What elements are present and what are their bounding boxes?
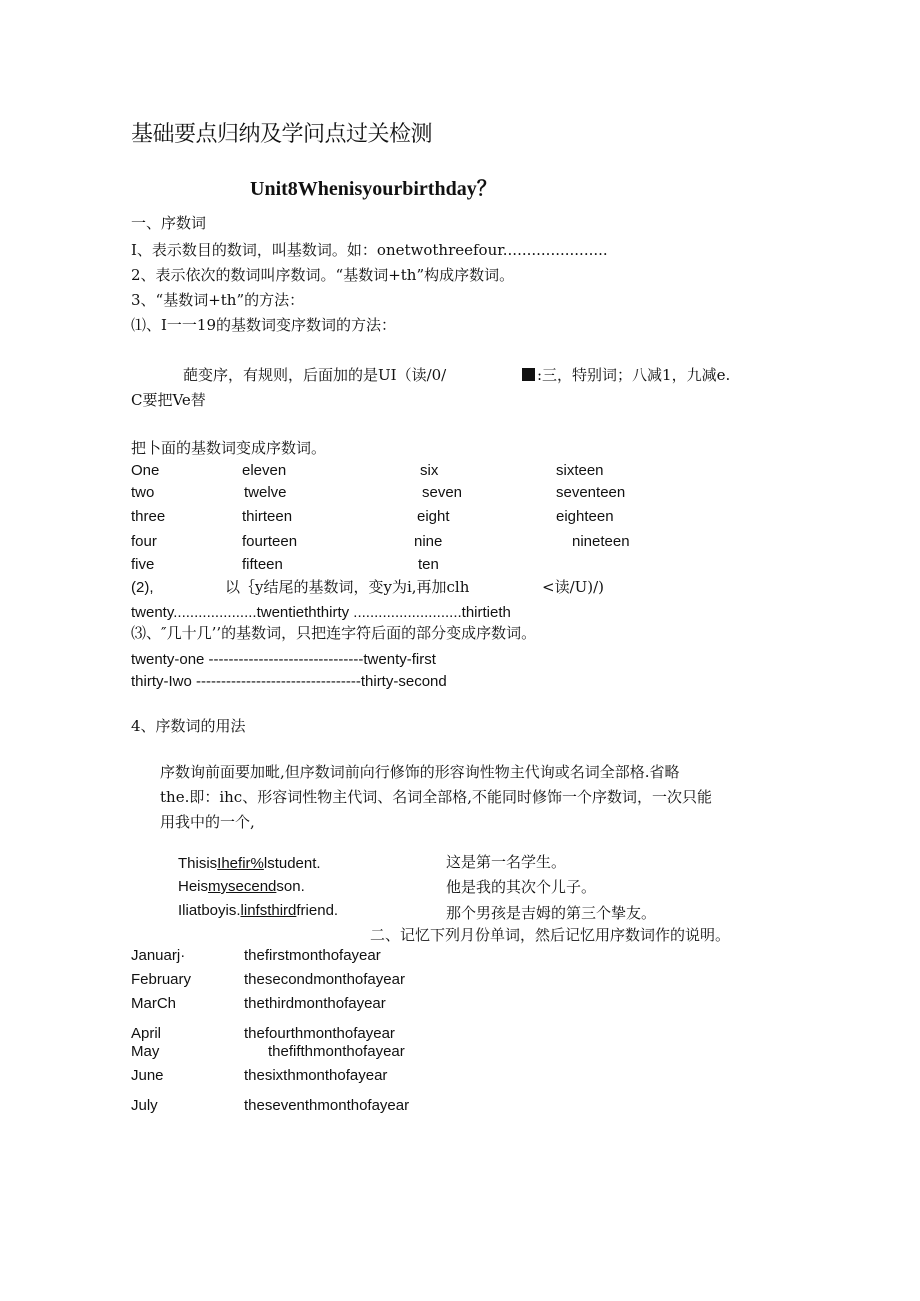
number-word: four — [131, 533, 157, 550]
rule1-heading: ⑴、I一一19的基数词变序数词的方法： — [131, 316, 397, 334]
sentence-part: friend. — [296, 902, 339, 919]
rule-rhyme-line2: C要把Ve替 — [131, 391, 206, 409]
month-description: thefourthmonthofayear — [244, 1025, 395, 1042]
rule2-tail: <读/U)/) — [542, 578, 605, 596]
rule2-label: (2), — [131, 579, 154, 596]
number-word: eleven — [242, 462, 287, 479]
number-word: sixteen — [556, 462, 604, 479]
month-name: May — [131, 1043, 160, 1060]
number-word: nineteen — [572, 533, 630, 550]
rule2-text: 以｛y结尾的基数词，变y为i,再加clh — [225, 578, 470, 596]
method-heading: 3、“基数词+th”的方法： — [131, 291, 305, 309]
number-word: seventeen — [556, 484, 626, 501]
exercise-intro: 把卜面的基数词变成序数词。 — [131, 439, 327, 457]
number-word: ten — [418, 556, 439, 573]
example-sentence-en — [178, 856, 321, 871]
usage-heading: 4、序数词的用法 — [131, 717, 246, 735]
sentence-underlined: linfsthird — [240, 902, 297, 919]
month-name: July — [131, 1097, 158, 1114]
month-description: thefifthmonthofayear — [268, 1043, 405, 1060]
page-title: 基础要点归纳及学问点过关检测 — [131, 122, 433, 147]
month-description: thethirdmonthofayear — [244, 995, 386, 1012]
month-name: MarCh — [131, 995, 177, 1012]
month-description: thesixthmonthofayear — [244, 1067, 388, 1084]
month-name: Januarj· — [131, 947, 186, 964]
rule-rhyme-right-text: :三，特别词；八减1，九减e. — [537, 366, 731, 384]
month-description: theseventhmonthofayear — [244, 1097, 410, 1114]
month-description: thefirstmonthofayear — [244, 947, 381, 964]
number-word: fifteen — [242, 556, 283, 573]
example-twenty-one: twenty-one -------------------------------twenty-first — [131, 651, 436, 668]
example-sentence-cn: 这是第一名学生。 — [446, 853, 567, 871]
number-word: thirteen — [242, 508, 293, 525]
example-sentence-cn: 那个男孩是吉姆的第三个挚友。 — [446, 904, 657, 922]
usage-para-line2: the.即：ihc、形容词性物主代词、名词全部格,不能同时修饰一个序数词，一次只能 — [160, 788, 712, 806]
month-name: February — [131, 971, 192, 988]
cardinal-definition: I、表示数目的数词，叫基数词。如：onetwothreefour...................... — [131, 241, 608, 259]
month-name: June — [131, 1067, 164, 1084]
number-word: One — [131, 462, 160, 479]
month-name: April — [131, 1025, 162, 1042]
number-word: eighteen — [556, 508, 614, 525]
example-sentence-en — [178, 879, 305, 894]
sentence-part: Heis — [178, 878, 209, 895]
example-sentence-cn: 他是我的其次个儿子。 — [446, 878, 597, 896]
example-sentence-en — [178, 903, 338, 918]
usage-para-line3: 用我中的一个, — [160, 813, 255, 831]
rule-rhyme-right — [522, 368, 730, 383]
sentence-part: lstudent. — [263, 855, 321, 872]
ordinal-definition: 2、表示依次的数词叫序数词。“基数词+th”构成序数词。 — [131, 266, 515, 284]
rule-rhyme-left: 葩变序，有规则，后面加的是UI（读/0/ — [183, 366, 447, 384]
usage-para-line1: 序数询前面要加毗,但序数词前向行修饰的形容询性物主代询或名词全部格.省略 — [160, 763, 680, 781]
section2-heading: 二、记忆下列月份单词，然后记忆用序数词作的说明。 — [370, 926, 731, 944]
sentence-part: Thisis — [178, 855, 218, 872]
sentence-part: Iliatboyis. — [178, 902, 241, 919]
number-word: seven — [422, 484, 463, 501]
number-word: nine — [414, 533, 443, 550]
number-word: twelve — [244, 484, 287, 501]
number-word: three — [131, 508, 166, 525]
twenty-thirty-line: twenty....................twentieththirty ..........................thirtieth — [131, 604, 511, 621]
number-word: two — [131, 484, 155, 501]
number-word: fourteen — [242, 533, 298, 550]
number-word: five — [131, 556, 155, 573]
black-square-icon — [522, 368, 535, 381]
number-word: eight — [417, 508, 450, 525]
month-description: thesecondmonthofayear — [244, 971, 405, 988]
sentence-part: son. — [276, 878, 305, 895]
sentence-underlined: Ihefir% — [217, 855, 264, 872]
rule3-heading: ⑶、″几十几’’的基数词，只把连字符后面的部分变成序数词。 — [131, 624, 537, 642]
section1-heading: 一、序数词 — [131, 214, 207, 232]
sentence-underlined: mysecend — [208, 878, 277, 895]
number-word: six — [420, 462, 439, 479]
unit-subtitle: Unit8Whenisyourbirthday？ — [250, 178, 497, 200]
example-thirty-two: thirty-Iwo ---------------------------------thirty-second — [131, 673, 447, 690]
